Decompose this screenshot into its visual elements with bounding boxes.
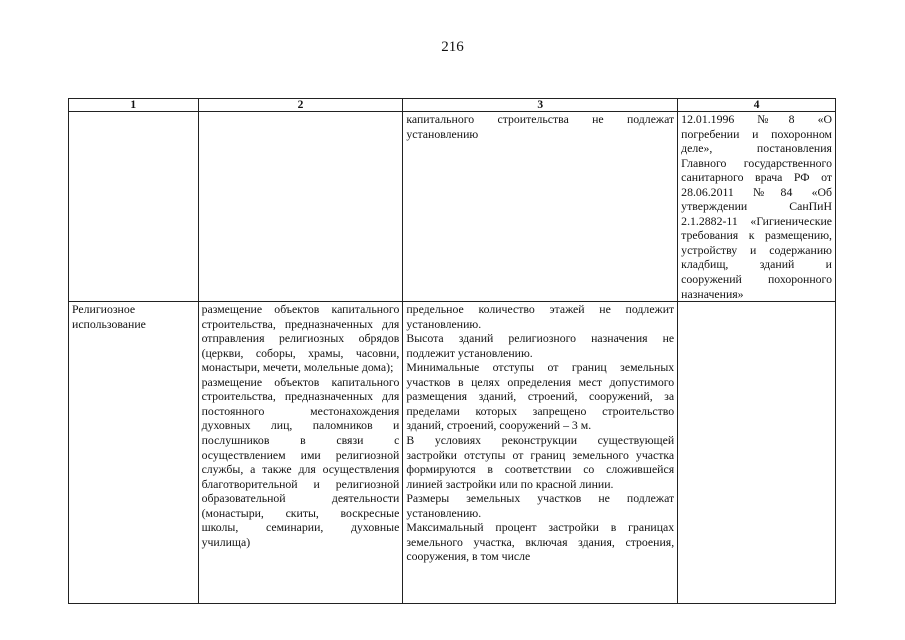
parameters-cell <box>403 302 678 604</box>
parameter-paragraph: Размеры земельных участков не подлежат установлению. <box>406 491 675 520</box>
parameter-paragraph: Высота зданий религиозного назначения не подлежит установлению. <box>406 331 675 360</box>
column-header-4: 4 <box>678 99 836 112</box>
table-row <box>69 112 836 302</box>
page-number: 216 <box>441 39 464 55</box>
parameter-paragraph: предельное количество этажей не подлежит установлению. <box>406 302 675 331</box>
parameter-paragraph: Максимальный процент застройки в границах земельного участка, включая здания, строения, сооружения, в том числе <box>406 520 675 564</box>
land-use-type-cell: Религиозное использование <box>69 302 199 604</box>
row1-col4-cell: 12.01.1996 №8 «О погребении и похоронном деле», постановления Главного государственного санитарного врача РФ от 28.06.2011 №84 «Об утверждении СанПиН 2.1.2882-11 «Гигиенические требования к размещению, устройству и содержанию кладбищ, зданий и сооружений похоронного назначения» <box>678 112 836 302</box>
parameter-paragraph: Минимальные отступы от границ земельных участков в целях определения мест допустимого размещения зданий, строений, сооружений, за пределами которых запрещено строительство зданий, строений, сооружений – 3 м. <box>406 360 675 433</box>
table-row <box>69 302 836 604</box>
description-paragraph: размещение объектов капитального строительства, предназначенных для постоянного местонахождения духовных лиц, паломников и послушников в связи с осуществлением ими религиозной службы, а также для осуществления благотворительной и религиозной образовательной деятельности (монастыри, скиты, воскресные школы, семинарии, духовные училища) <box>201 374 400 549</box>
parameter-paragraph: В условиях реконструкции существующей застройки отступы от границ земельного участка формируются в соответствии со сложившейся линией застройки или по красной линии. <box>406 433 675 491</box>
description-paragraph: размещение объектов капитального строительства, предназначенных для отправления религиозных обрядов (церкви, соборы, храмы, часовни, монастыри, мечети, молельные дома); <box>201 302 400 375</box>
row2-col4-cell <box>678 302 836 604</box>
regulations-table <box>68 98 836 604</box>
row1-col2-cell <box>198 112 403 302</box>
row1-col1-cell <box>69 112 199 302</box>
column-header-3: 3 <box>403 99 678 112</box>
table-header-row <box>69 99 836 112</box>
column-header-1: 1 <box>69 99 199 112</box>
row1-col3-cell: капитального строительства не подлежат установлению <box>403 112 678 302</box>
column-header-2: 2 <box>198 99 403 112</box>
permitted-use-description-cell <box>198 302 403 604</box>
